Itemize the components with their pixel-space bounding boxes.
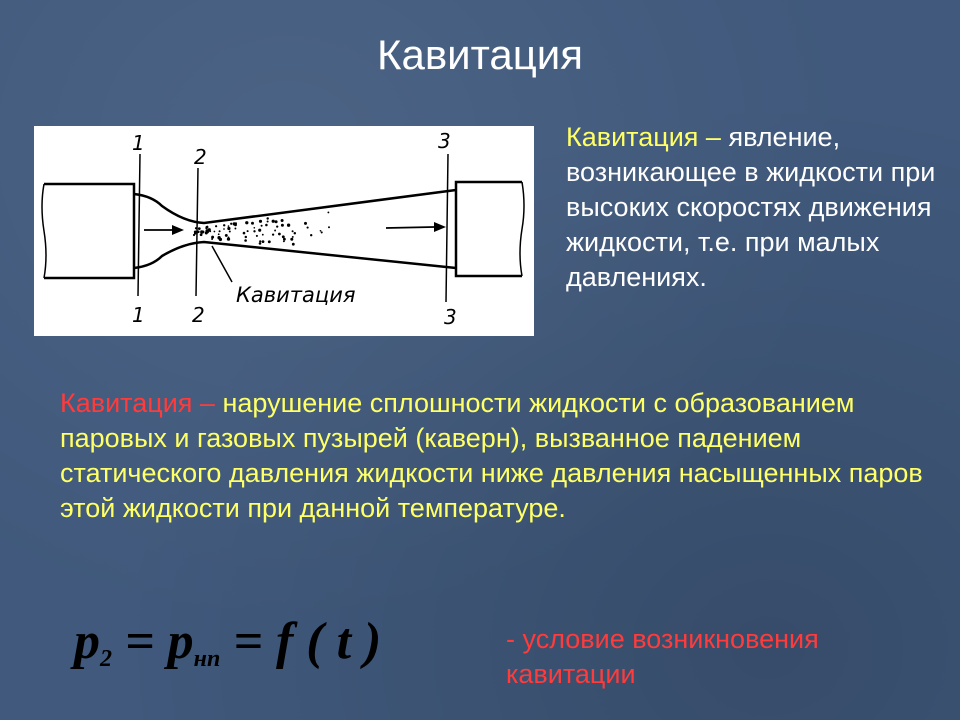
- cavitation-bubble: [320, 230, 322, 232]
- cavitation-bubble: [278, 233, 281, 236]
- section-line-3: [446, 154, 448, 302]
- cavitation-bubble: [272, 220, 275, 223]
- cavitation-bubble: [259, 240, 261, 242]
- cavitation-bubble: [287, 224, 290, 227]
- cavitation-bubble: [230, 223, 232, 225]
- cavitation-bubble: [328, 226, 330, 228]
- cavitation-bubble: [292, 230, 294, 232]
- formula-equals-1: =: [125, 613, 155, 670]
- formula-equals-2: =: [233, 613, 263, 670]
- cavitation-bubble: [307, 227, 309, 229]
- cavitation-bubble: [193, 234, 195, 236]
- formula-f-of-t: f ( t ): [275, 613, 382, 670]
- cavitation-bubble: [201, 231, 204, 234]
- cavitation-bubble: [245, 221, 248, 224]
- full-definition-dash: –: [192, 388, 223, 418]
- formula-condition: - условие возникновения кавитации: [506, 624, 819, 690]
- cavitation-bubble: [215, 225, 217, 227]
- cavitation-bubble: [310, 234, 312, 236]
- cavitation-bubble: [258, 229, 261, 232]
- cavitation-bubble: [256, 235, 258, 237]
- cavitation-bubble: [243, 232, 246, 235]
- cavitation-bubble: [253, 227, 255, 229]
- cavitation-bubble: [197, 231, 200, 234]
- section-label-bottom-3: 3: [444, 305, 457, 329]
- cavitation-bubble: [267, 220, 269, 222]
- cavitation-bubble: [268, 240, 271, 243]
- cavitation-bubble: [227, 227, 230, 230]
- cavitation-leader: [212, 246, 232, 282]
- slide-title: Кавитация: [377, 31, 583, 78]
- cavitation-formula: [74, 612, 381, 692]
- cavitation-bubble: [251, 222, 254, 225]
- short-definition: [566, 120, 946, 295]
- cavitation-label: Кавитация: [236, 283, 356, 307]
- short-definition-dash: –: [698, 122, 729, 152]
- cavitation-bubble: [265, 224, 268, 227]
- nozzle-bottom-wall: [134, 242, 456, 268]
- section-line-1: [138, 154, 140, 296]
- cavitation-bubble: [274, 230, 276, 232]
- cavitation-bubble: [219, 230, 221, 232]
- cavitation-bubble: [281, 219, 284, 222]
- cavitation-bubble: [294, 232, 296, 234]
- inlet-pipe: [44, 184, 134, 278]
- cavitation-bubble: [290, 238, 293, 241]
- cavitation-bubble: [259, 242, 262, 245]
- nozzle-top-wall: [134, 190, 456, 223]
- section-label-bottom-2: 2: [192, 303, 205, 327]
- cavitation-bubble: [223, 224, 225, 226]
- section-label-top-3: 3: [438, 129, 451, 153]
- cavitation-bubble: [223, 228, 225, 230]
- cavitation-bubble: [244, 239, 247, 242]
- full-definition-text: нарушение сплошности жидкости с образованием паровых и газовых пузырей (каверн), вызванное падением статического давления жидкости ниже давления насыщенных паров этой жидкости при данной температуре.: [60, 388, 923, 524]
- cavitation-bubble: [304, 222, 307, 225]
- formula-p2: $p_2$: [74, 613, 112, 672]
- cavitation-bubble: [292, 243, 295, 246]
- cavitation-bubble: [283, 240, 285, 242]
- cavitation-bubble: [262, 234, 264, 236]
- cavitation-bubble: [327, 211, 329, 213]
- short-definition-text: явление, возникающее в жидкости при высоких скоростях движения жидкости, т.е. при малых давлениях.: [566, 122, 936, 293]
- cavitation-bubble: [321, 231, 323, 233]
- cavitation-bubble: [253, 230, 255, 232]
- cavitation-bubble: [234, 223, 237, 226]
- section-label-top-2: 2: [194, 145, 207, 169]
- flow-arrow-out: [386, 227, 434, 228]
- short-definition-term: Кавитация: [566, 122, 699, 152]
- section-label-bottom-1: 1: [132, 303, 145, 327]
- cavitation-bubble: [228, 225, 230, 227]
- cavitation-bubble: [229, 230, 231, 232]
- cavitation-bubble: [245, 236, 247, 238]
- cavitation-bubble: [292, 236, 294, 238]
- cavitation-bubble: [281, 224, 284, 227]
- cavitation-bubble: [247, 230, 249, 232]
- cavitation-bubble: [282, 235, 285, 238]
- formula-pnp: $p_{нп}$: [167, 613, 221, 672]
- cavitation-bubble: [214, 231, 216, 233]
- cavitation-bubble: [275, 220, 278, 223]
- cavitation-bubble: [272, 233, 274, 235]
- cavitation-bubble: [262, 240, 265, 243]
- cavitation-bubble: [266, 217, 268, 219]
- cavitation-bubble: [211, 236, 214, 239]
- cavitation-bubble: [200, 233, 203, 236]
- cavitation-bubble: [261, 225, 263, 227]
- cavitation-bubble: [227, 237, 230, 240]
- cavitation-bubble: [206, 226, 208, 228]
- section-label-top-1: 1: [132, 131, 145, 155]
- cavitation-bubble: [196, 233, 198, 235]
- venturi-diagram: [34, 126, 534, 336]
- full-definition-term: Кавитация: [60, 388, 193, 418]
- cavitation-bubble: [194, 230, 197, 233]
- outlet-pipe: [456, 182, 522, 276]
- cavitation-bubble: [234, 228, 236, 230]
- cavitation-bubble: [217, 236, 220, 239]
- cavitation-bubble: [259, 220, 262, 223]
- venturi-tube-drawing: [34, 126, 534, 336]
- full-definition: [60, 386, 950, 526]
- cavitation-bubble: [225, 234, 228, 237]
- cavitation-bubble: [195, 227, 197, 229]
- cavitation-bubble: [209, 230, 211, 232]
- cavitation-bubble: [276, 225, 278, 227]
- cavitation-bubble: [218, 233, 220, 235]
- cavitation-bubble: [198, 227, 201, 230]
